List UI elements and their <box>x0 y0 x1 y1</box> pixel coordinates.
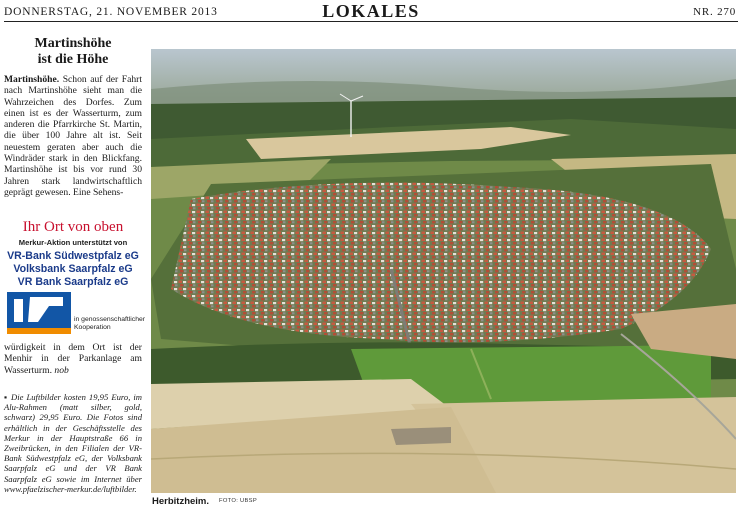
issue-date: DONNERSTAG, 21. NOVEMBER 2013 <box>4 6 218 18</box>
section-title: LOKALES <box>322 1 420 21</box>
article-body <box>4 74 142 198</box>
aerial-photo <box>151 49 736 493</box>
headline-line-2: ist die Höhe <box>37 52 109 67</box>
price-note-text: Die Luftbilder kosten 19,95 Euro, im Alu-Rahmen (matt silber, gold, schwarz) 29,95 Euro. Die Fotos sind erhältlich in der Geschäftsstelle des Merkur in der Hauptstraße 66 in Zweibrücken, in den Filialen der VR-Bank Südwestpfalz eG, der Volksbank Saarpfalz eG und der VR Bank Saarpfalz eG sowie im Internet über www.pfaelzischer-merkur.de/luftbilder. <box>4 392 142 494</box>
bank-logo <box>7 292 71 334</box>
bank-name-3: VR Bank Saarpfalz eG <box>17 276 129 288</box>
article-column <box>4 36 142 198</box>
bank-logo-bar <box>7 328 71 334</box>
bank-name-1: VR-Bank Südwestpfalz eG <box>7 250 139 262</box>
article-body-end-text: würdigkeit in dem Ort ist der Menhir in der Parkanlage am Wasserturm. <box>4 342 142 376</box>
masthead <box>0 0 742 22</box>
aerial-photo-image <box>151 49 736 493</box>
author-signature: nob <box>54 364 69 376</box>
article-body-end <box>4 342 142 376</box>
dateline: Martinshöhe. <box>4 74 60 85</box>
article-headline <box>4 36 142 68</box>
promo-subtitle: Merkur-Aktion unterstützt von <box>18 238 128 247</box>
price-note: ▪ Die Luftbilder kosten 19,95 Euro, im Alu-Rahmen (matt silber, gold, schwarz) 29,95 Euro. Die Fotos sind erhältlich in der Geschäftsstelle des Merkur in der Hauptstraße 66 in Zweibrücken, in den Filialen der VR-Bank Südwestpfalz eG, der Volksbank Saarpfalz eG und der VR Bank Saarpfalz eG sowie im Internet über www.pfaelzischer-merkur.de/luftbilder. <box>4 392 142 494</box>
bank-logo-mark <box>7 292 71 328</box>
promo-title: Ihr Ort von oben <box>22 219 124 235</box>
article-body-text: Schon auf der Fahrt nach Martinshöhe sieht man die Wahrzeichen des Dorfes. Zum einen ist es der Wasserturm, zum anderen die Pfarrkirche St. Martin, die über 100 Jahre alt ist. Seit neuestem geraten aber auch die Windräder stark in den Blickfang. Martinshöhe ist bis vor rund 30 Jahren stark landwirtschaftlich geprägt gewesen. Eine Sehens- <box>4 74 142 198</box>
promo-box <box>4 218 146 336</box>
photo-credit: FOTO: UBSP <box>219 498 258 504</box>
cooperation-text: in genossenschaftlicher Kooperation <box>74 316 146 331</box>
headline-line-1: Martinshöhe <box>34 36 112 51</box>
photo-caption: Herbitzheim. <box>152 496 210 507</box>
article-continuation <box>4 342 142 376</box>
bank-name-2: Volksbank Saarpfalz eG <box>13 263 133 275</box>
issue-number: NR. 270 <box>693 6 736 18</box>
header-rule <box>4 21 738 22</box>
